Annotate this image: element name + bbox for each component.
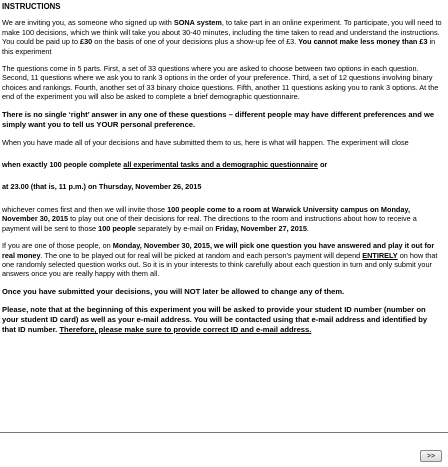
page-title: INSTRUCTIONS [2,2,61,11]
text-span: or [317,160,328,170]
text-span: on the basis of one of your decisions plus a show-up fee of £3. [92,37,299,47]
text-span: whichever comes first and then we will invite those [2,204,168,214]
bold-text: Friday, November 27, 2015 [215,223,307,233]
text-span: in this experiment [2,37,436,56]
close-condition-2: at 23.00 (that is, 11 p.m.) on Thursday, November 26, 2015 [2,182,202,192]
invitation-paragraph [2,205,442,233]
underlined-text: Therefore, please make sure to provide correct ID and e-mail address. [59,324,312,334]
student-id-paragraph [2,305,442,335]
text-span: If you are one of those people, on [2,241,113,251]
bold-text: 100 people [98,223,136,233]
max-payment-text: £30 [80,37,93,47]
no-change-paragraph: Once you have submitted your decisions, you will NOT later be allowed to change any of them. [2,286,345,296]
next-button[interactable]: >> [420,450,442,462]
close-condition-1 [2,160,442,169]
text-span: separately by e-mail on [135,223,216,233]
divider [0,432,448,433]
questions-structure-paragraph: The questions come in 5 parts. First, a set of 33 questions where you are asked to choose between two options in each question. Second, 11 questions where we ask you to rank 3 options in the order of your preference. Third, a set of 12 questions involving binary choices and rankings. Fourth, another set of 33 binary choice questions. Fifth, another 11 questions asking you to rank 3 options. At the end of the experiment you will also be asked to complete a brief demographic questionnaire. [2,64,439,102]
text-span: We are inviting you, as someone who signed up with [2,18,174,28]
intro-paragraph [2,18,442,56]
text-span: . [306,223,309,233]
underlined-text: ENTIRELY [362,250,398,260]
bold-text: Monday, November 30, 2015, we will pick one question you have answered and play it out for real money [2,241,435,260]
underlined-text: all experimental tasks and a demographic questionnaire [123,160,318,170]
min-payment-text: You cannot make less money than £3 [298,37,428,47]
text-span: when exactly 100 people complete [2,160,124,170]
bold-text: 100 people come to a room at Warwick University campus on Monday, November 30, 2015 [2,204,410,224]
text-span: . The one to be played out for real will be picked at random and each person's payment will depend [40,250,363,260]
text-span: on how that one randomly selected question works out. So it is in your interests to think carefully about each question in turn and only submit your answers once you are really happy with them all. [2,250,438,279]
text-span: to play out one of their decisions for real. The directions to the room and instructions about how to receive a payment will be sent to those [2,214,417,233]
text-span: , to take part in an online experiment. To participate, you will need to make 100 decisions, which we think will take you about 30-40 minutes, including the time taken to read and understand the instructions. You could be paid up to [2,18,442,47]
procedure-paragraph: When you have made all of your decisions and have submitted them to us, here is what will happen. The experiment will close [2,137,409,147]
sona-system-text: SONA system [173,18,222,28]
instructions-document [2,2,442,335]
payment-paragraph [2,241,442,279]
text-span: Please, note that at the beginning of this experiment you will be asked to provide your student ID number (number on your student ID card) as well as your e-mail address. You will be contacted using that e-mail address and identified by that ID number. [2,304,428,334]
no-right-answer-paragraph: There is no single ‘right’ answer in any one of these questions – different people may have different preferences and we simply want you to tell us YOUR personal preference. [2,109,435,129]
